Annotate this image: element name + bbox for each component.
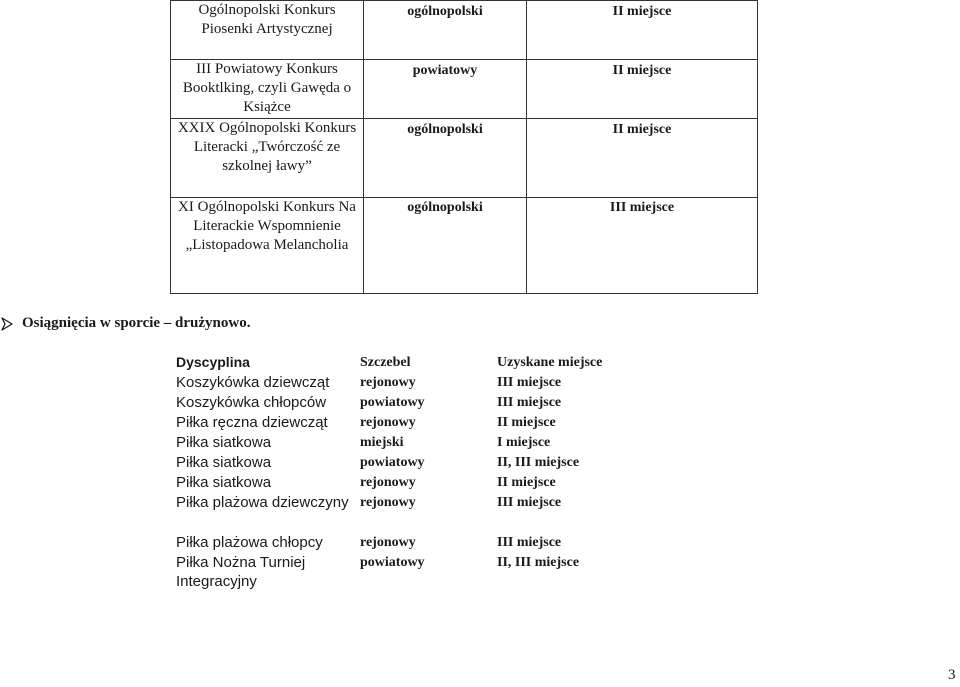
competition-name: XXIX Ogólnopolski Konkurs Literacki „Twórczość ze szkolnej ławy” bbox=[171, 119, 364, 198]
column-header: Uzyskane miejsce bbox=[497, 355, 603, 370]
competition-level: ogólnopolski bbox=[364, 1, 527, 60]
competition-name: Ogólnopolski Konkurs Piosenki Artystycznej bbox=[171, 1, 364, 60]
table-row bbox=[176, 493, 657, 533]
table-row bbox=[176, 373, 657, 393]
place-cell: II, III miejsce bbox=[497, 555, 580, 570]
column-header: Dyscyplina bbox=[176, 354, 250, 370]
level-cell: rejonowy bbox=[360, 475, 416, 490]
table-header-row bbox=[176, 353, 657, 373]
table-row bbox=[171, 198, 758, 294]
sports-table bbox=[176, 353, 657, 593]
competition-level: ogólnopolski bbox=[364, 119, 527, 198]
table-row bbox=[176, 433, 657, 453]
table-row bbox=[176, 453, 657, 473]
table-row bbox=[171, 119, 758, 198]
place-cell: III miejsce bbox=[497, 395, 562, 410]
table-row bbox=[171, 1, 758, 60]
table-row bbox=[176, 393, 657, 413]
place-cell: III miejsce bbox=[497, 495, 562, 510]
competition-level: ogólnopolski bbox=[364, 198, 527, 294]
level-cell: miejski bbox=[360, 435, 404, 450]
place-cell: II, III miejsce bbox=[497, 455, 580, 470]
level-cell: rejonowy bbox=[360, 375, 416, 390]
table-row bbox=[176, 553, 657, 593]
place-cell: III miejsce bbox=[497, 375, 562, 390]
level-cell: rejonowy bbox=[360, 415, 416, 430]
level-cell: rejonowy bbox=[360, 495, 416, 510]
page-number: 3 bbox=[948, 667, 956, 683]
competition-name: XI Ogólnopolski Konkurs Na Literackie Wspomnienie „Listopadowa Melancholia bbox=[171, 198, 364, 294]
table-row bbox=[171, 60, 758, 119]
discipline-cell: Koszykówka chłopców bbox=[176, 394, 327, 411]
competition-place: III miejsce bbox=[527, 198, 758, 294]
competitions-table bbox=[170, 0, 758, 294]
section-heading-text: Osiągnięcia w sporcie – drużynowo. bbox=[22, 315, 251, 331]
discipline-cell: Piłka siatkowa bbox=[176, 434, 272, 451]
column-header: Szczebel bbox=[360, 355, 411, 370]
competition-level: powiatowy bbox=[364, 60, 527, 119]
competition-name: III Powiatowy Konkurs Booktlking, czyli Gawęda o Książce bbox=[171, 60, 364, 119]
discipline-cell: Koszykówka dziewcząt bbox=[176, 374, 330, 391]
table-row bbox=[176, 473, 657, 493]
competition-place: II miejsce bbox=[527, 60, 758, 119]
discipline-cell: Piłka siatkowa bbox=[176, 474, 272, 491]
discipline-cell: Piłka plażowa dziewczyny bbox=[176, 494, 349, 511]
level-cell: powiatowy bbox=[360, 555, 425, 570]
table-row bbox=[176, 533, 657, 553]
competition-place: II miejsce bbox=[527, 119, 758, 198]
level-cell: powiatowy bbox=[360, 455, 425, 470]
section-heading bbox=[0, 315, 250, 332]
discipline-cell: Piłka ręczna dziewcząt bbox=[176, 414, 328, 431]
level-cell: powiatowy bbox=[360, 395, 425, 410]
place-cell: III miejsce bbox=[497, 535, 562, 550]
level-cell: rejonowy bbox=[360, 535, 416, 550]
arrow-bullet-icon bbox=[0, 317, 14, 331]
place-cell: II miejsce bbox=[497, 475, 556, 490]
discipline-cell: Piłka Nożna Turniej Integracyjny bbox=[176, 554, 306, 590]
place-cell: II miejsce bbox=[497, 415, 556, 430]
table-row bbox=[176, 413, 657, 433]
discipline-cell: Piłka plażowa chłopcy bbox=[176, 534, 323, 551]
competition-place: II miejsce bbox=[527, 1, 758, 60]
discipline-cell: Piłka siatkowa bbox=[176, 454, 272, 471]
place-cell: I miejsce bbox=[497, 435, 551, 450]
